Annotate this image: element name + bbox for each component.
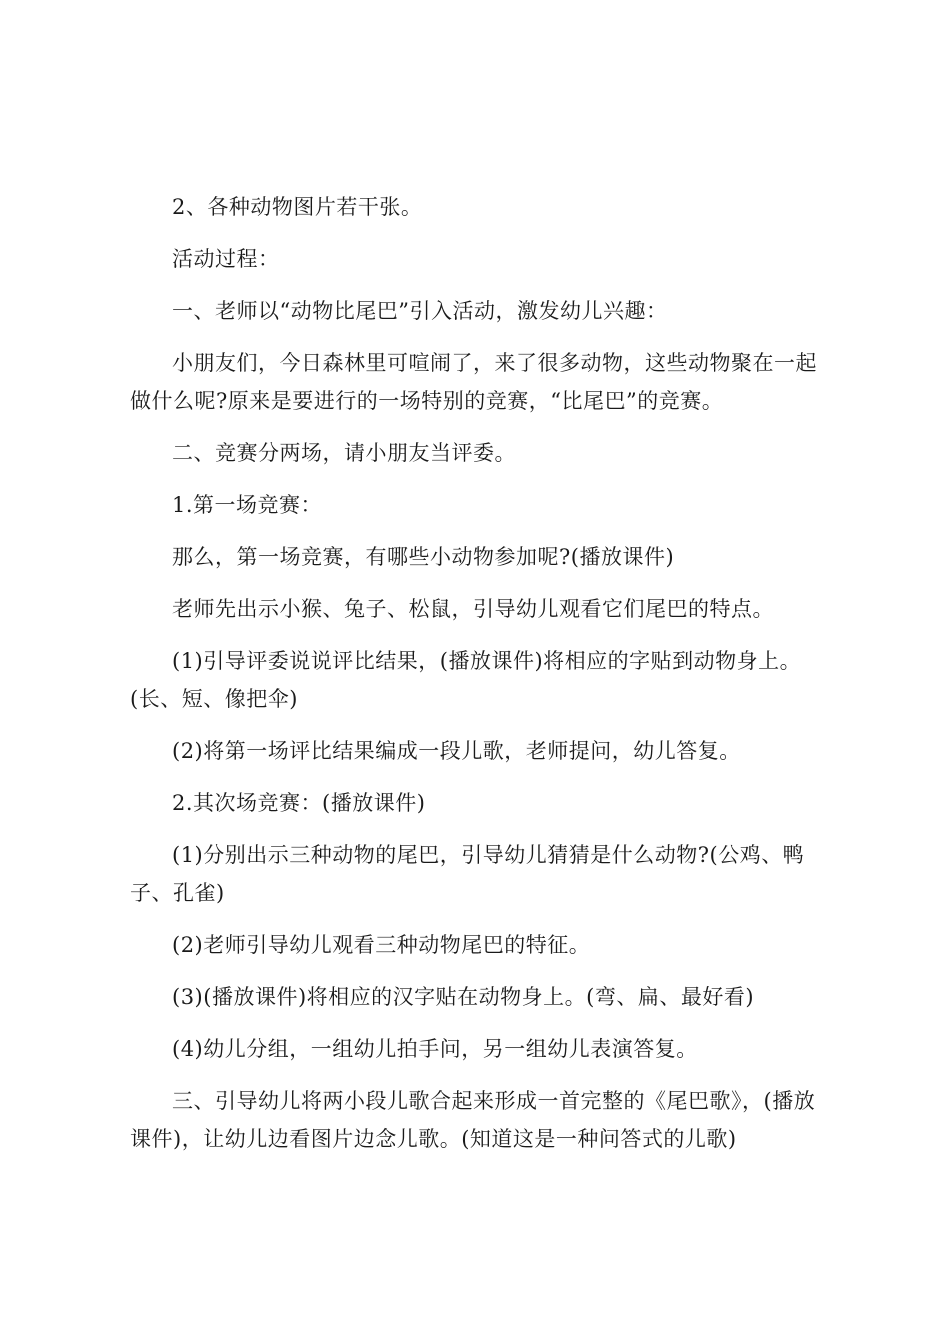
document-body [130, 188, 830, 1172]
paragraph-materials-pictures: 2、各种动物图片若干张。 [172, 195, 423, 219]
paragraph-round-one-question: 那么，第一场竞赛，有哪些小动物参加呢?(播放课件) [172, 545, 675, 569]
paragraph-step-one: 一、老师以“动物比尾巴”引入活动，激发幼儿兴趣： [172, 299, 668, 323]
paragraph-round-one-item-2: (2)将第一场评比结果编成一段儿歌，老师提问，幼儿答复。 [172, 739, 741, 763]
paragraph-step-three: 三、引导幼儿将两小段儿歌合起来形成一首完整的《尾巴歌》，(播放课件)，让幼儿边看图片边念儿歌。(知道这是一种问答式的儿歌) [130, 1089, 816, 1151]
paragraph-process-heading: 活动过程： [172, 247, 280, 271]
paragraph-step-two: 二、竞赛分两场，请小朋友当评委。 [172, 441, 516, 465]
paragraph-round-one-item-1: (1)引导评委说说评比结果，(播放课件)将相应的字贴到动物身上。(长、短、像把伞) [130, 649, 802, 711]
paragraph-round-one-heading: 1.第一场竞赛： [172, 493, 323, 517]
paragraph-round-one-animals: 老师先出示小猴、兔子、松鼠，引导幼儿观看它们尾巴的特点。 [172, 597, 774, 621]
paragraph-round-two-heading: 2.其次场竞赛：(播放课件) [172, 791, 426, 815]
paragraph-intro-story: 小朋友们，今日森林里可喧闹了，来了很多动物，这些动物聚在一起做什么呢?原来是要进行的一场特别的竞赛，“比尾巴”的竞赛。 [130, 351, 817, 413]
paragraph-round-two-item-4: (4)幼儿分组，一组幼儿拍手问，另一组幼儿表演答复。 [172, 1037, 698, 1061]
paragraph-round-two-item-1: (1)分别出示三种动物的尾巴，引导幼儿猜猜是什么动物?(公鸡、鸭子、孔雀) [130, 843, 805, 905]
paragraph-round-two-item-2: (2)老师引导幼儿观看三种动物尾巴的特征。 [172, 933, 591, 957]
paragraph-round-two-item-3: (3)(播放课件)将相应的汉字贴在动物身上。(弯、扁、最好看) [172, 985, 755, 1009]
